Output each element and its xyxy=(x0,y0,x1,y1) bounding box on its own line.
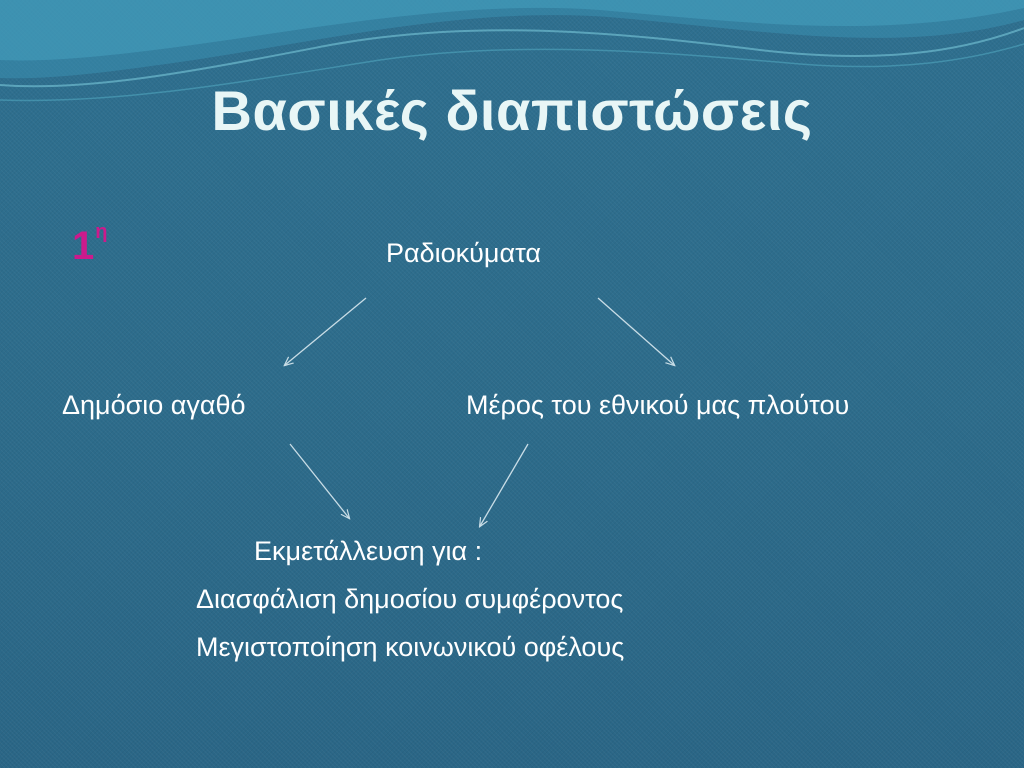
ordinal-marker xyxy=(72,221,108,268)
node-public-good: Δημόσιο αγαθό xyxy=(62,390,246,420)
arrow-top-to-left xyxy=(285,298,366,365)
arrow-top-to-right xyxy=(598,298,674,365)
list-item-public-interest: Διασφάλιση δημοσίου συμφέροντος xyxy=(196,584,624,614)
node-radio-waves: Ραδιοκύματα xyxy=(386,238,541,268)
ordinal-suffix: η xyxy=(95,221,108,243)
node-national-wealth: Μέρος του εθνικού μας πλούτου xyxy=(466,390,850,420)
slide-title: Βασικές διαπιστώσεις xyxy=(211,79,813,142)
ordinal-number: 1 xyxy=(72,224,95,268)
arrow-left-to-bottom xyxy=(290,444,349,518)
list-item-social-benefit: Μεγιστοποίηση κοινωνικού οφέλους xyxy=(196,632,625,662)
node-exploitation: Εκμετάλλευση για : xyxy=(254,536,483,566)
arrow-right-to-bottom xyxy=(480,444,528,526)
